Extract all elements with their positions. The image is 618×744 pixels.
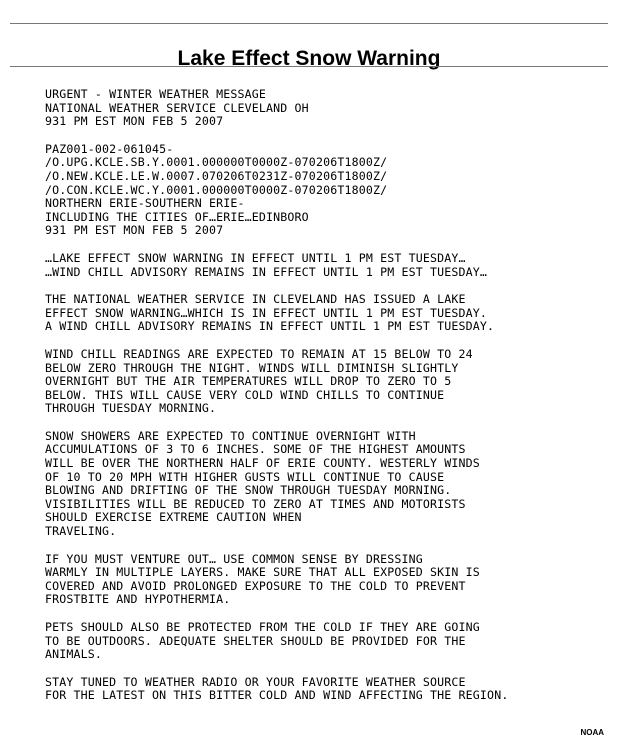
bulletin-line: OVERNIGHT BUT THE AIR TEMPERATURES WILL DROP TO ZERO TO 5 <box>45 374 452 389</box>
bulletin-line: WIND CHILL READINGS ARE EXPECTED TO REMAIN AT 15 BELOW TO 24 <box>45 346 473 361</box>
bulletin-line: INCLUDING THE CITIES OF…ERIE…EDINBORO <box>45 209 309 224</box>
bulletin-line: /O.UPG.KCLE.SB.Y.0001.000000T0000Z-070206T1800Z/ <box>45 155 388 170</box>
bulletin-line: OF 10 TO 20 MPH WITH HIGHER GUSTS WILL CONTINUE TO CAUSE <box>45 469 445 484</box>
bulletin-line: PAZ001-002-061045- <box>45 141 174 156</box>
title-divider <box>10 66 608 67</box>
bulletin-line: /O.NEW.KCLE.LE.W.0007.070206T0231Z-070206T1800Z/ <box>45 168 388 183</box>
bulletin-line: 931 PM EST MON FEB 5 2007 <box>45 223 224 238</box>
bulletin-line: THROUGH TUESDAY MORNING. <box>45 401 217 416</box>
bulletin-paragraph <box>45 621 605 662</box>
bulletin-paragraph <box>45 143 605 238</box>
bulletin-line: ACCUMULATIONS OF 3 TO 6 INCHES. SOME OF THE HIGHEST AMOUNTS <box>45 442 466 457</box>
bulletin-line: BLOWING AND DRIFTING OF THE SNOW THROUGH TUESDAY MORNING. <box>45 483 452 498</box>
bulletin-line: WARMLY IN MULTIPLE LAYERS. MAKE SURE THAT ALL EXPOSED SKIN IS <box>45 565 480 580</box>
bulletin-line: FOR THE LATEST ON THIS BITTER COLD AND WIND AFFECTING THE REGION. <box>45 688 509 703</box>
bulletin-line: SNOW SHOWERS ARE EXPECTED TO CONTINUE OVERNIGHT WITH <box>45 428 416 443</box>
bulletin-line: /O.CON.KCLE.WC.Y.0001.000000T0000Z-070206T1800Z/ <box>45 182 388 197</box>
bulletin-line: TRAVELING. <box>45 524 117 539</box>
bulletin-line: NORTHERN ERIE-SOUTHERN ERIE- <box>45 196 245 211</box>
bulletin-line: TO BE OUTDOORS. ADEQUATE SHELTER SHOULD BE PROVIDED FOR THE <box>45 633 466 648</box>
bulletin-paragraph <box>45 252 605 279</box>
bulletin-line: SHOULD EXERCISE EXTREME CAUTION WHEN <box>45 510 302 525</box>
bulletin-line: VISIBILITIES WILL BE REDUCED TO ZERO AT TIMES AND MOTORISTS <box>45 496 466 511</box>
bulletin-line: THE NATIONAL WEATHER SERVICE IN CLEVELAND HAS ISSUED A LAKE <box>45 292 466 307</box>
bulletin-line: …WIND CHILL ADVISORY REMAINS IN EFFECT UNTIL 1 PM EST TUESDAY… <box>45 264 488 279</box>
bulletin-line: WILL BE OVER THE NORTHERN HALF OF ERIE COUNTY. WESTERLY WINDS <box>45 456 480 471</box>
bulletin-line: A WIND CHILL ADVISORY REMAINS IN EFFECT UNTIL 1 PM EST TUESDAY. <box>45 319 495 334</box>
bulletin-line: EFFECT SNOW WARNING…WHICH IS IN EFFECT UNTIL 1 PM EST TUESDAY. <box>45 305 488 320</box>
bulletin-line: …LAKE EFFECT SNOW WARNING IN EFFECT UNTIL 1 PM EST TUESDAY… <box>45 250 466 265</box>
bulletin-paragraph <box>45 553 605 607</box>
bulletin-line: URGENT - WINTER WEATHER MESSAGE <box>45 87 267 101</box>
bulletin-line: ANIMALS. <box>45 647 103 662</box>
bulletin-paragraph <box>45 430 605 539</box>
bulletin-line: PETS SHOULD ALSO BE PROTECTED FROM THE COLD IF THEY ARE GOING <box>45 620 480 634</box>
bulletin-line: IF YOU MUST VENTURE OUT… USE COMMON SENSE BY DRESSING <box>45 551 423 566</box>
bulletin-line: STAY TUNED TO WEATHER RADIO OR YOUR FAVORITE WEATHER SOURCE <box>45 674 466 689</box>
bulletin-line: COVERED AND AVOID PROLONGED EXPOSURE TO THE COLD TO PREVENT <box>45 578 466 593</box>
bulletin-paragraph <box>45 293 605 334</box>
bulletin-paragraph <box>45 88 605 129</box>
bulletin-paragraph <box>45 676 605 703</box>
bulletin-line: BELOW. THIS WILL CAUSE VERY COLD WIND CHILLS TO CONTINUE <box>45 387 445 402</box>
bulletin-line: FROSTBITE AND HYPOTHERMIA. <box>45 592 231 607</box>
source-credit: NOAA <box>580 728 604 737</box>
bulletin-paragraph <box>45 348 605 416</box>
page-title: Lake Effect Snow Warning <box>177 47 441 71</box>
top-divider <box>10 23 608 24</box>
bulletin-line: 931 PM EST MON FEB 5 2007 <box>45 114 224 129</box>
bulletin-line: BELOW ZERO THROUGH THE NIGHT. WINDS WILL DIMINISH SLIGHTLY <box>45 360 459 375</box>
weather-bulletin <box>45 88 605 717</box>
bulletin-line: NATIONAL WEATHER SERVICE CLEVELAND OH <box>45 100 309 115</box>
